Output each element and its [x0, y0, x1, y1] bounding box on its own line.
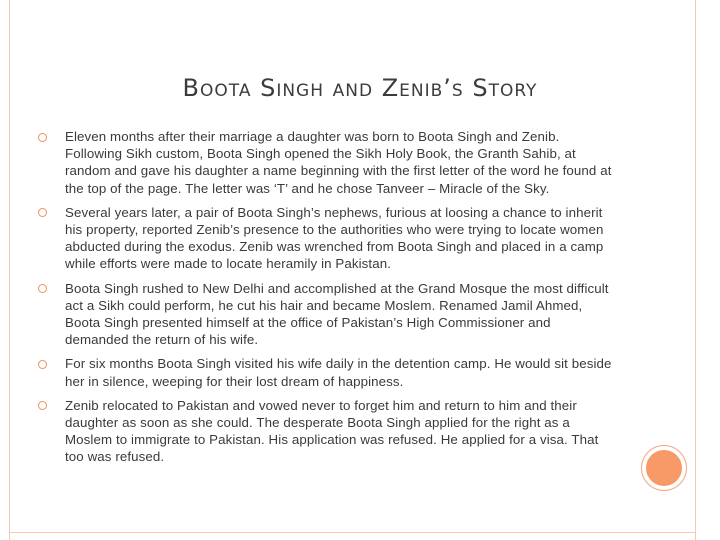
- hollow-circle-bullet-icon: [38, 208, 47, 217]
- bullet-text: For six months Boota Singh visited his wife daily in the detention camp. He would sit beside her in silence, weeping for their lost dream of happiness.: [65, 356, 612, 389]
- hollow-circle-bullet-icon: [38, 360, 47, 369]
- bullet-text: Zenib relocated to Pakistan and vowed never to forget him and return to him and their daughter as soon as she could. The desperate Boota Singh applied for the right as a Moslem to immigrate to Pakistan. His application was refused. He applied for a visa. That too was refused.: [65, 397, 599, 465]
- bullet-item: [38, 128, 616, 197]
- bullet-item: [38, 355, 616, 389]
- slide-title: Boota Singh and Zenib’s Story: [182, 74, 538, 102]
- bullet-text: Several years later, a pair of Boota Singh’s nephews, furious at loosing a chance to inherit his property, reported Zenib’s presence to the authorities who were trying to locate women abducted during the exodus. Zenib was wrenched from Boota Singh and placed in a camp while efforts were made to locate heramily in Pakistan.: [65, 204, 604, 272]
- decorative-circle-filled: [646, 450, 682, 486]
- bullet-item: [38, 280, 616, 349]
- bullet-list: [38, 128, 616, 473]
- bullet-text: Boota Singh rushed to New Delhi and accomplished at the Grand Mosque the most difficult act a Sikh could perform, he cut his hair and became Moslem. Renamed Jamil Ahmed, Boota Singh presented himself at the office of Pakistan’s High Commissioner and demanded the return of his wife.: [65, 280, 609, 348]
- slide-border-bottom: [9, 532, 696, 533]
- hollow-circle-bullet-icon: [38, 401, 47, 410]
- bullet-item: [38, 397, 616, 466]
- hollow-circle-bullet-icon: [38, 284, 47, 293]
- bullet-text: Eleven months after their marriage a daughter was born to Boota Singh and Zenib. Following Sikh custom, Boota Singh opened the Sikh Holy Book, the Granth Sahib, at random and gave his daughter a name beginning with the first letter of the word he found at the top of the page. The letter was ‘T’ and he chose Tanveer – Miracle of the Sky.: [65, 129, 612, 196]
- hollow-circle-bullet-icon: [38, 133, 47, 142]
- bullet-item: [38, 204, 616, 273]
